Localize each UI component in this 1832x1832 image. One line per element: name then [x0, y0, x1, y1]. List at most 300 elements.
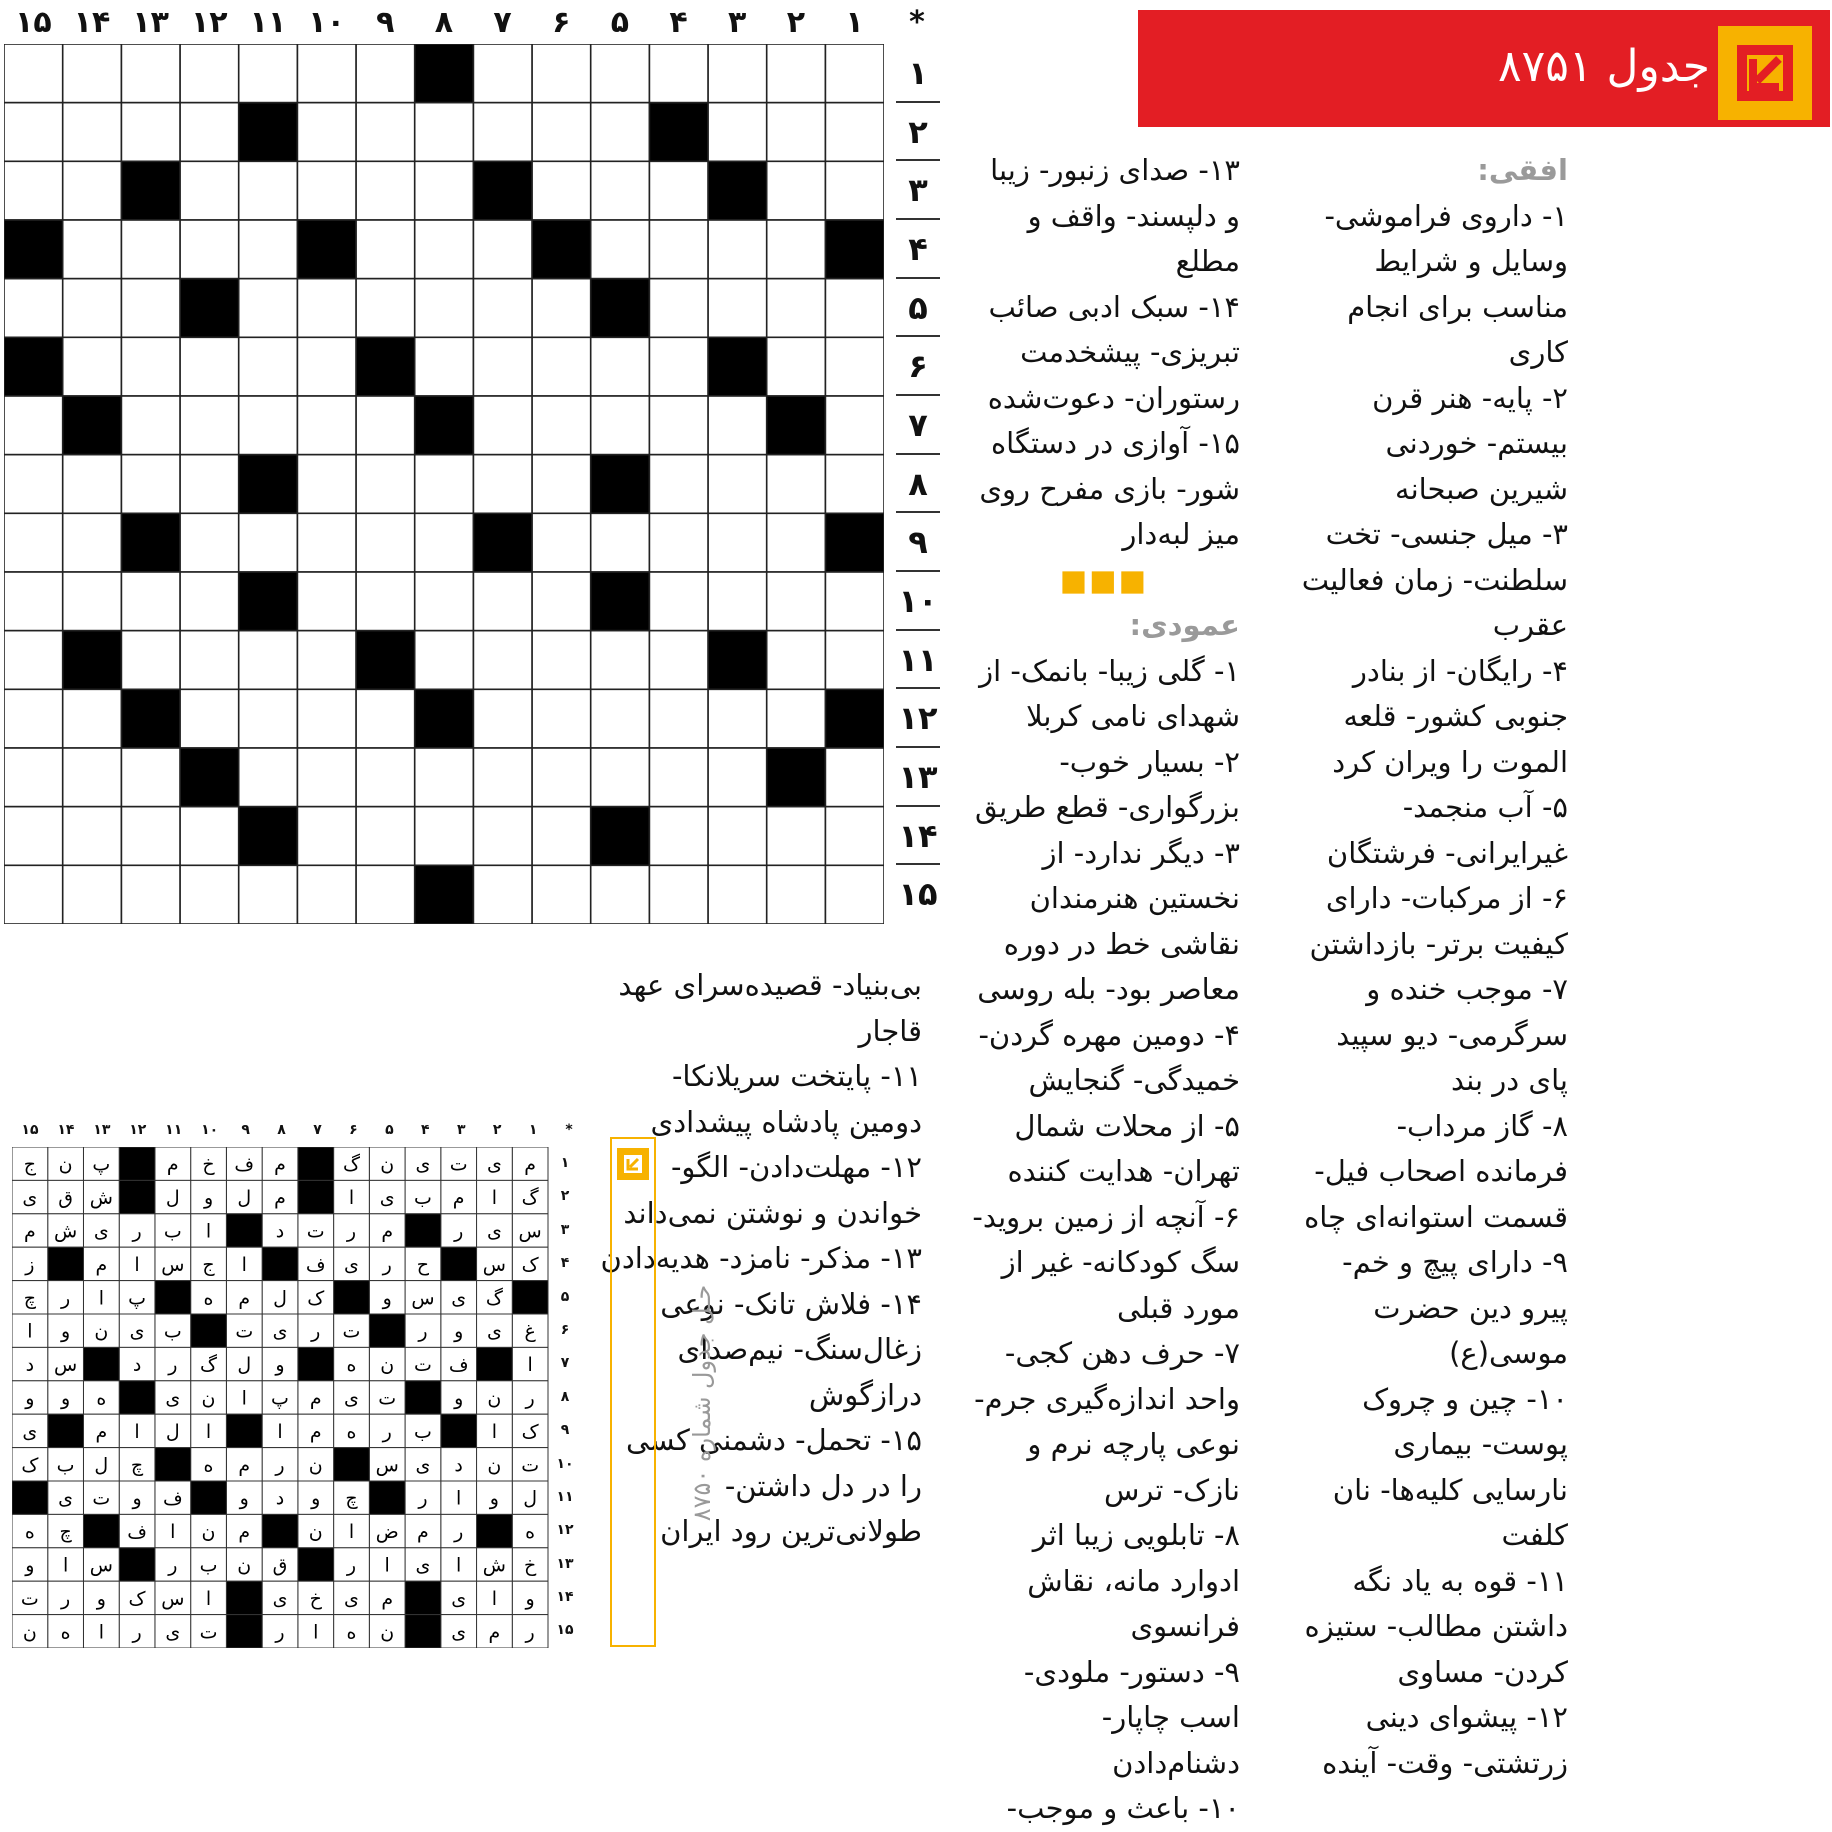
grid-block-cell: [4, 337, 63, 396]
solution-row-labels: [548, 1147, 582, 1648]
grid-empty-cell[interactable]: [297, 807, 356, 866]
grid-empty-cell[interactable]: [239, 748, 298, 807]
grid-block-cell: [532, 220, 591, 279]
solution-letter: ی: [486, 1220, 502, 1243]
grid-empty-cell[interactable]: [356, 513, 415, 572]
grid-empty-cell[interactable]: [180, 455, 239, 514]
grid-empty-cell[interactable]: [473, 337, 532, 396]
solution-row-label: ۱۵: [556, 1622, 574, 1639]
grid-empty-cell[interactable]: [825, 748, 884, 807]
crossword-grid: [4, 44, 884, 924]
grid-empty-cell[interactable]: [180, 689, 239, 748]
clue-continuation: ۱۳- مذکر- نامزد- هدیه‌دادن: [600, 1241, 922, 1275]
grid-empty-cell[interactable]: [4, 103, 63, 162]
solution-letter: پ: [92, 1153, 111, 1176]
grid-empty-cell[interactable]: [4, 279, 63, 338]
grid-block-cell: [239, 455, 298, 514]
grid-empty-cell[interactable]: [708, 689, 767, 748]
grid-empty-cell[interactable]: [591, 513, 650, 572]
solution-letter: ه: [346, 1420, 357, 1443]
down-clue: ۱- گلی زیبا- بانمک- از شهدای نامی کربلا: [979, 653, 1240, 733]
solution-block-cell: [405, 1214, 441, 1247]
solution-letter: ر: [525, 1621, 535, 1644]
grid-column-label: ۱۱: [249, 5, 287, 40]
solution-row-label: ۱۳: [556, 1555, 574, 1572]
solution-letter: ن: [380, 1621, 395, 1644]
grid-empty-cell[interactable]: [767, 631, 826, 690]
grid-empty-cell[interactable]: [239, 396, 298, 455]
grid-empty-cell[interactable]: [649, 220, 708, 279]
grid-empty-cell[interactable]: [63, 513, 122, 572]
solution-letter: ن: [308, 1521, 323, 1544]
solution-letter: و: [525, 1587, 535, 1610]
grid-empty-cell[interactable]: [473, 455, 532, 514]
solution-letter: ب: [413, 1420, 432, 1443]
solution-letter: ی: [451, 1621, 467, 1644]
grid-empty-cell[interactable]: [180, 807, 239, 866]
grid-empty-cell[interactable]: [415, 513, 474, 572]
solution-block-cell: [441, 1414, 477, 1447]
grid-empty-cell[interactable]: [356, 279, 415, 338]
grid-empty-cell[interactable]: [121, 631, 180, 690]
grid-empty-cell[interactable]: [63, 103, 122, 162]
grid-empty-cell[interactable]: [649, 455, 708, 514]
grid-empty-cell[interactable]: [180, 337, 239, 396]
solution-row-label: ۱۰: [556, 1455, 574, 1472]
grid-empty-cell[interactable]: [356, 748, 415, 807]
solution-letter: و: [239, 1487, 249, 1510]
grid-empty-cell[interactable]: [649, 689, 708, 748]
grid-empty-cell[interactable]: [415, 279, 474, 338]
grid-empty-cell[interactable]: [591, 689, 650, 748]
across-clue: ۳- میل جنسی- تخت سلطنت- زمان فعالیت عقرب: [1301, 517, 1568, 642]
grid-empty-cell[interactable]: [591, 631, 650, 690]
grid-empty-cell[interactable]: [4, 807, 63, 866]
grid-empty-cell[interactable]: [121, 220, 180, 279]
grid-empty-cell[interactable]: [649, 748, 708, 807]
solution-letter: ا: [98, 1287, 104, 1310]
solution-letter: ر: [382, 1253, 392, 1276]
grid-empty-cell[interactable]: [532, 337, 591, 396]
grid-empty-cell[interactable]: [649, 161, 708, 220]
solution-letter: ی: [22, 1420, 38, 1443]
grid-empty-cell[interactable]: [591, 748, 650, 807]
grid-empty-cell[interactable]: [239, 631, 298, 690]
grid-empty-cell[interactable]: [63, 161, 122, 220]
grid-empty-cell[interactable]: [767, 279, 826, 338]
grid-empty-cell[interactable]: [121, 279, 180, 338]
solution-letter: ر: [346, 1220, 357, 1243]
grid-empty-cell[interactable]: [239, 279, 298, 338]
grid-empty-cell[interactable]: [708, 279, 767, 338]
grid-empty-cell[interactable]: [767, 220, 826, 279]
grid-empty-cell[interactable]: [4, 161, 63, 220]
grid-empty-cell[interactable]: [591, 396, 650, 455]
grid-empty-cell[interactable]: [239, 513, 298, 572]
grid-empty-cell[interactable]: [708, 44, 767, 103]
grid-empty-cell[interactable]: [767, 44, 826, 103]
grid-empty-cell[interactable]: [708, 748, 767, 807]
grid-empty-cell[interactable]: [767, 807, 826, 866]
grid-empty-cell[interactable]: [649, 631, 708, 690]
grid-empty-cell[interactable]: [297, 865, 356, 924]
grid-empty-cell[interactable]: [297, 455, 356, 514]
solution-letter: ا: [205, 1587, 212, 1610]
grid-empty-cell[interactable]: [473, 689, 532, 748]
grid-block-cell: [63, 396, 122, 455]
grid-empty-cell[interactable]: [4, 396, 63, 455]
grid-empty-cell[interactable]: [4, 44, 63, 103]
solution-letter: ر: [168, 1354, 178, 1377]
solution-row-label: ۷: [560, 1355, 570, 1372]
grid-empty-cell[interactable]: [4, 513, 63, 572]
grid-empty-cell[interactable]: [356, 455, 415, 514]
grid-empty-cell[interactable]: [473, 865, 532, 924]
grid-empty-cell[interactable]: [121, 44, 180, 103]
grid-empty-cell[interactable]: [532, 103, 591, 162]
solution-column-label: ۱۵: [21, 1122, 39, 1138]
grid-empty-cell[interactable]: [649, 865, 708, 924]
grid-empty-cell[interactable]: [239, 161, 298, 220]
grid-empty-cell[interactable]: [63, 44, 122, 103]
grid-empty-cell[interactable]: [532, 161, 591, 220]
solution-column-label: ۱۱: [165, 1122, 183, 1138]
solution-letter: ف: [127, 1521, 147, 1544]
solution-letter: د: [454, 1454, 463, 1477]
solution-letter: س: [89, 1554, 113, 1577]
grid-empty-cell[interactable]: [121, 865, 180, 924]
grid-empty-cell[interactable]: [356, 689, 415, 748]
solution-letter: م: [488, 1621, 501, 1644]
grid-empty-cell[interactable]: [415, 748, 474, 807]
grid-empty-cell[interactable]: [180, 396, 239, 455]
grid-empty-cell[interactable]: [473, 279, 532, 338]
big-grid-row-labels: [890, 44, 946, 924]
solution-letter: ک: [521, 1420, 539, 1443]
grid-empty-cell[interactable]: [415, 103, 474, 162]
clue-continuation: ۱۱- پایتخت سریلانکا- دومین پادشاه پیشدادی: [650, 1059, 922, 1139]
solution-letter: ر: [311, 1320, 321, 1343]
grid-empty-cell[interactable]: [708, 513, 767, 572]
down-title: عمودی:: [1129, 608, 1240, 642]
grid-empty-cell[interactable]: [356, 103, 415, 162]
grid-column-label: ۱۴: [73, 5, 111, 40]
grid-block-cell: [591, 279, 650, 338]
grid-empty-cell[interactable]: [473, 396, 532, 455]
grid-empty-cell[interactable]: [415, 807, 474, 866]
grid-empty-cell[interactable]: [532, 631, 591, 690]
grid-row-label: ۴: [896, 220, 940, 279]
grid-empty-cell[interactable]: [532, 689, 591, 748]
grid-empty-cell[interactable]: [708, 572, 767, 631]
grid-empty-cell[interactable]: [356, 161, 415, 220]
grid-empty-cell[interactable]: [767, 337, 826, 396]
grid-empty-cell[interactable]: [415, 161, 474, 220]
grid-empty-cell[interactable]: [767, 513, 826, 572]
solution-block-cell: [298, 1147, 334, 1180]
solution-letter: ی: [58, 1487, 74, 1510]
solution-letter: ر: [132, 1220, 142, 1243]
grid-empty-cell[interactable]: [708, 807, 767, 866]
grid-empty-cell[interactable]: [356, 572, 415, 631]
grid-empty-cell[interactable]: [767, 103, 826, 162]
grid-empty-cell[interactable]: [473, 103, 532, 162]
grid-empty-cell[interactable]: [767, 689, 826, 748]
down-clue: ۳- دیگر ندارد- از نخستین هنرمندان نقاشی خط در دوره معاصر بود- بله روسی: [977, 835, 1240, 1006]
grid-empty-cell[interactable]: [415, 631, 474, 690]
grid-block-cell: [415, 865, 474, 924]
grid-empty-cell[interactable]: [121, 748, 180, 807]
solution-letter: ر: [61, 1587, 71, 1610]
solution-row-label: ۴: [560, 1255, 570, 1272]
grid-empty-cell[interactable]: [825, 103, 884, 162]
grid-empty-cell[interactable]: [239, 865, 298, 924]
grid-empty-cell[interactable]: [473, 631, 532, 690]
grid-empty-cell[interactable]: [767, 455, 826, 514]
solution-letter: خ: [309, 1587, 322, 1610]
solution-row-label: ۱۴: [556, 1589, 574, 1606]
grid-block-cell: [825, 513, 884, 572]
solution-letter: ه: [346, 1621, 357, 1644]
solution-column-label: ۱۲: [129, 1122, 147, 1138]
grid-empty-cell[interactable]: [180, 865, 239, 924]
grid-empty-cell[interactable]: [532, 748, 591, 807]
grid-empty-cell[interactable]: [473, 44, 532, 103]
grid-empty-cell[interactable]: [825, 631, 884, 690]
grid-empty-cell[interactable]: [121, 396, 180, 455]
down-clue: ۹- دستور- ملودی- اسب چاپار- دشنام‌دادن: [1023, 1654, 1240, 1780]
grid-empty-cell[interactable]: [356, 396, 415, 455]
solution-block-cell: [83, 1514, 119, 1547]
solution-column-label: ۱۳: [93, 1122, 111, 1138]
grid-column-label: ۱۲: [190, 5, 228, 40]
grid-empty-cell[interactable]: [180, 572, 239, 631]
solution-letter: ب: [413, 1187, 432, 1210]
grid-empty-cell[interactable]: [63, 279, 122, 338]
grid-empty-cell[interactable]: [297, 44, 356, 103]
grid-empty-cell[interactable]: [297, 631, 356, 690]
grid-empty-cell[interactable]: [356, 865, 415, 924]
grid-empty-cell[interactable]: [767, 161, 826, 220]
grid-block-cell: [4, 220, 63, 279]
grid-empty-cell[interactable]: [591, 161, 650, 220]
grid-empty-cell[interactable]: [532, 513, 591, 572]
solution-letter: ف: [234, 1153, 255, 1176]
grid-empty-cell[interactable]: [4, 455, 63, 514]
grid-empty-cell[interactable]: [297, 572, 356, 631]
solution-letter: ا: [456, 1554, 462, 1577]
grid-empty-cell[interactable]: [63, 220, 122, 279]
solution-letter: ت: [235, 1320, 254, 1343]
grid-empty-cell[interactable]: [121, 455, 180, 514]
solution-letter: س: [161, 1587, 185, 1610]
grid-empty-cell[interactable]: [4, 748, 63, 807]
grid-empty-cell[interactable]: [473, 807, 532, 866]
grid-empty-cell[interactable]: [825, 337, 884, 396]
grid-empty-cell[interactable]: [473, 220, 532, 279]
grid-empty-cell[interactable]: [591, 103, 650, 162]
solution-letter: خ: [202, 1153, 215, 1176]
grid-empty-cell[interactable]: [591, 337, 650, 396]
grid-row-label: ۱۴: [896, 807, 940, 866]
grid-empty-cell[interactable]: [708, 220, 767, 279]
grid-empty-cell[interactable]: [825, 455, 884, 514]
solution-letter: ل: [273, 1287, 287, 1310]
grid-empty-cell[interactable]: [708, 103, 767, 162]
grid-empty-cell[interactable]: [825, 865, 884, 924]
grid-empty-cell[interactable]: [63, 865, 122, 924]
grid-empty-cell[interactable]: [532, 279, 591, 338]
grid-empty-cell[interactable]: [4, 689, 63, 748]
grid-empty-cell[interactable]: [121, 572, 180, 631]
grid-empty-cell[interactable]: [180, 631, 239, 690]
grid-empty-cell[interactable]: [649, 572, 708, 631]
grid-block-cell: [180, 748, 239, 807]
solution-block-cell: [334, 1448, 370, 1481]
grid-empty-cell[interactable]: [473, 748, 532, 807]
solution-letter: ر: [275, 1454, 285, 1477]
solution-letter: چ: [345, 1487, 358, 1510]
solution-letter: ا: [313, 1621, 319, 1644]
grid-empty-cell[interactable]: [473, 572, 532, 631]
grid-empty-cell[interactable]: [708, 865, 767, 924]
solution-letter: س: [518, 1220, 542, 1243]
grid-empty-cell[interactable]: [121, 103, 180, 162]
grid-empty-cell[interactable]: [356, 220, 415, 279]
solution-letter: ت: [413, 1354, 432, 1377]
solution-letter: گ: [342, 1153, 360, 1176]
grid-empty-cell[interactable]: [767, 572, 826, 631]
grid-empty-cell[interactable]: [415, 220, 474, 279]
grid-empty-cell[interactable]: [649, 807, 708, 866]
grid-empty-cell[interactable]: [239, 44, 298, 103]
grid-empty-cell[interactable]: [297, 748, 356, 807]
grid-empty-cell[interactable]: [180, 44, 239, 103]
grid-empty-cell[interactable]: [532, 44, 591, 103]
grid-empty-cell[interactable]: [297, 337, 356, 396]
grid-empty-cell[interactable]: [297, 396, 356, 455]
grid-empty-cell[interactable]: [825, 396, 884, 455]
solution-letter: ن: [201, 1521, 216, 1544]
solution-block-cell: [334, 1281, 370, 1314]
grid-empty-cell[interactable]: [825, 807, 884, 866]
across-clue: ۱۵- آوازی در دستگاه شور- بازی مفرح روی میز لبه‌دار: [979, 426, 1240, 551]
down-clue: ۵- از محلات شمال تهران- هدایت کننده: [1007, 1108, 1240, 1188]
clues-column-right: [1298, 148, 1568, 1786]
grid-empty-cell[interactable]: [532, 807, 591, 866]
grid-empty-cell[interactable]: [532, 455, 591, 514]
solution-letter: و: [275, 1354, 285, 1377]
solution-letter: م: [166, 1153, 179, 1176]
grid-empty-cell[interactable]: [532, 396, 591, 455]
grid-empty-cell[interactable]: [297, 161, 356, 220]
grid-empty-cell[interactable]: [63, 455, 122, 514]
grid-empty-cell[interactable]: [4, 572, 63, 631]
grid-empty-cell[interactable]: [591, 865, 650, 924]
solution-block-cell: [226, 1615, 262, 1648]
grid-empty-cell[interactable]: [591, 220, 650, 279]
across-clue: ۱۱- قوه به یاد نگه داشتن مطالب- ستیزه کردن- مساوی: [1304, 1563, 1568, 1689]
grid-empty-cell[interactable]: [708, 455, 767, 514]
solution-letter: ر: [132, 1621, 142, 1644]
grid-empty-cell[interactable]: [239, 689, 298, 748]
grid-empty-cell[interactable]: [180, 103, 239, 162]
grid-empty-cell[interactable]: [649, 337, 708, 396]
grid-empty-cell[interactable]: [825, 572, 884, 631]
grid-empty-cell[interactable]: [180, 220, 239, 279]
solution-block-cell: [226, 1581, 262, 1614]
grid-empty-cell[interactable]: [180, 513, 239, 572]
grid-empty-cell[interactable]: [649, 396, 708, 455]
grid-empty-cell[interactable]: [297, 103, 356, 162]
grid-empty-cell[interactable]: [356, 807, 415, 866]
grid-empty-cell[interactable]: [708, 396, 767, 455]
solution-column-label: ۶: [349, 1122, 358, 1138]
solution-block-cell: [119, 1381, 155, 1414]
grid-empty-cell[interactable]: [767, 865, 826, 924]
grid-empty-cell[interactable]: [532, 865, 591, 924]
grid-empty-cell[interactable]: [239, 337, 298, 396]
grid-empty-cell[interactable]: [121, 807, 180, 866]
clue-continuation: ۱۵- تحمل- دشمنی کسی را در دل داشتن- طولانی‌ترین رود ایران: [625, 1423, 922, 1548]
across-clue: ۴- رایگان- از بنادر جنوبی کشور- قلعه الموت را ویران کرد: [1332, 653, 1568, 779]
solution-row-label: ۶: [560, 1321, 570, 1338]
solution-letter: ی: [486, 1153, 502, 1176]
grid-block-cell: [415, 689, 474, 748]
grid-empty-cell[interactable]: [297, 513, 356, 572]
grid-empty-cell[interactable]: [415, 337, 474, 396]
across-clue: ۱۴- سبک ادبی صائب تبریزی- پیشخدمت رستوران- دعوت‌شده: [987, 289, 1240, 415]
grid-empty-cell[interactable]: [297, 279, 356, 338]
grid-empty-cell[interactable]: [239, 220, 298, 279]
grid-empty-cell[interactable]: [532, 572, 591, 631]
solution-letter: م: [381, 1220, 394, 1243]
solution-letter: ی: [272, 1587, 288, 1610]
solution-letter: ک: [128, 1587, 146, 1610]
grid-empty-cell[interactable]: [591, 44, 650, 103]
grid-empty-cell[interactable]: [415, 572, 474, 631]
grid-empty-cell[interactable]: [63, 807, 122, 866]
grid-empty-cell[interactable]: [63, 689, 122, 748]
grid-empty-cell[interactable]: [63, 748, 122, 807]
solution-column-label: ۷: [313, 1122, 322, 1138]
grid-column-label: ۳: [728, 5, 747, 40]
grid-empty-cell[interactable]: [649, 279, 708, 338]
grid-empty-cell[interactable]: [649, 513, 708, 572]
grid-empty-cell[interactable]: [297, 689, 356, 748]
grid-empty-cell[interactable]: [180, 161, 239, 220]
grid-empty-cell[interactable]: [121, 337, 180, 396]
grid-empty-cell[interactable]: [825, 161, 884, 220]
grid-empty-cell[interactable]: [63, 572, 122, 631]
solution-letter: ر: [454, 1521, 464, 1544]
solution-block-cell: [191, 1314, 227, 1347]
puzzle-title: جدول ۸۷۵۱: [1497, 41, 1710, 92]
grid-empty-cell[interactable]: [825, 44, 884, 103]
solution-row-label: ۵: [560, 1288, 570, 1305]
grid-empty-cell[interactable]: [4, 865, 63, 924]
grid-empty-cell[interactable]: [356, 44, 415, 103]
grid-empty-cell[interactable]: [649, 44, 708, 103]
grid-empty-cell[interactable]: [415, 455, 474, 514]
solution-letter: ک: [521, 1253, 539, 1276]
grid-block-cell: [121, 513, 180, 572]
grid-empty-cell[interactable]: [825, 279, 884, 338]
grid-empty-cell[interactable]: [63, 337, 122, 396]
grid-column-label: ۸: [434, 5, 454, 40]
solution-letter: ا: [348, 1521, 355, 1544]
grid-empty-cell[interactable]: [4, 631, 63, 690]
